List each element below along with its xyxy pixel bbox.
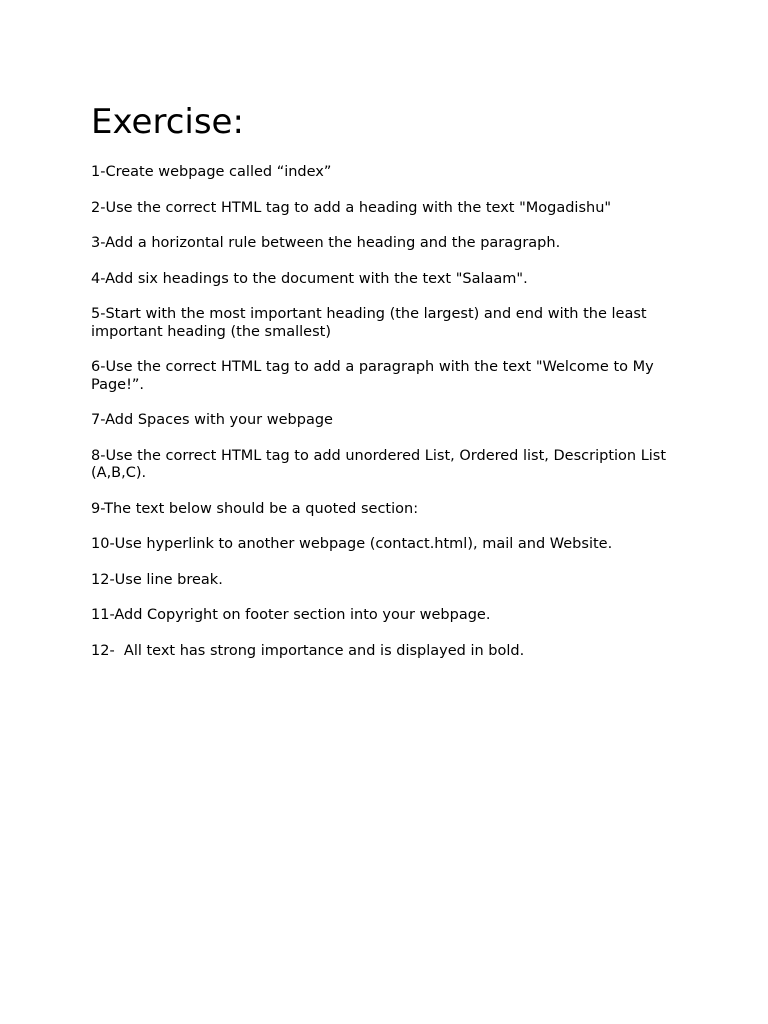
exercise-item-10: 10-Use hyperlink to another webpage (contact.html), mail and Website.: [91, 536, 613, 552]
exercise-item-2: 2-Use the correct HTML tag to add a heading with the text "Mogadishu": [91, 199, 612, 216]
page-title: Exercise:: [91, 102, 244, 142]
exercise-item-11: 12-Use line break.: [91, 571, 223, 588]
exercise-item-13: 12- All text has strong importance and is displayed in bold.: [91, 642, 525, 659]
exercise-list: [91, 164, 691, 660]
document-page: [91, 100, 691, 678]
exercise-item-6: 6-Use the correct HTML tag to add a paragraph with the text "Welcome to My Page!”.: [91, 359, 659, 393]
exercise-item-7: 7-Add Spaces with your webpage: [91, 412, 333, 428]
exercise-item-12: 11-Add Copyright on footer section into your webpage.: [91, 607, 491, 623]
exercise-item-8: 8-Use the correct HTML tag to add unordered List, Ordered list, Description List (A,B,C).: [91, 447, 671, 481]
exercise-item-4: 4-Add six headings to the document with the text "Salaam".: [91, 270, 528, 287]
exercise-item-1: 1-Create webpage called “index”: [91, 164, 332, 180]
exercise-item-5: 5-Start with the most important heading (the largest) and end with the least important heading (the smallest): [91, 306, 652, 340]
exercise-item-9: 9-The text below should be a quoted section:: [91, 500, 419, 517]
exercise-item-3: 3-Add a horizontal rule between the heading and the paragraph.: [91, 235, 561, 251]
